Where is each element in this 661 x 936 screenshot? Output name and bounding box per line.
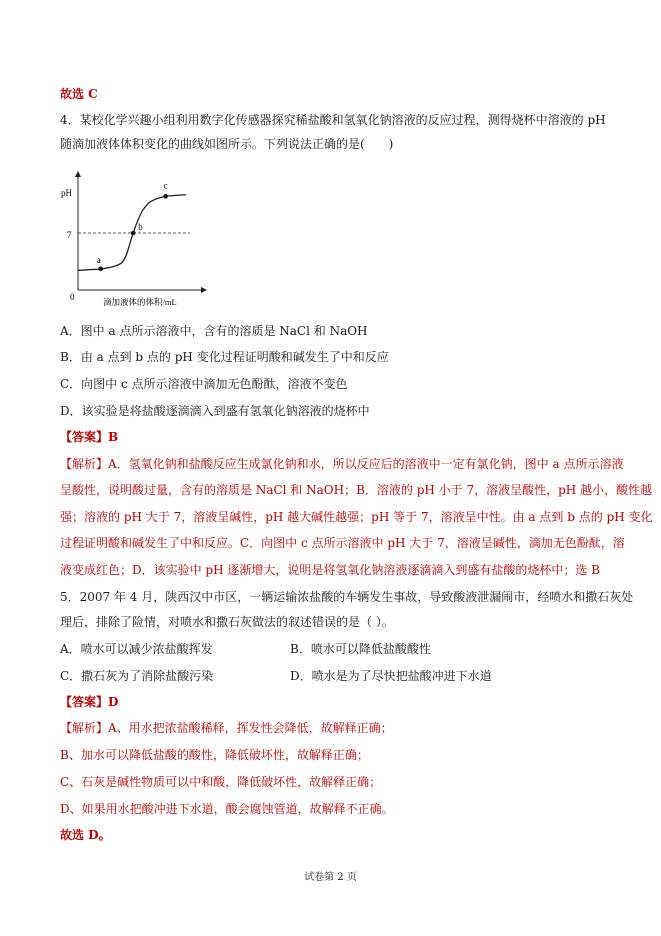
q4-analysis-line2: 呈酸性，说明酸过量，含有的溶质是 NaCl 和 NaOH；B．溶液的 pH 小于 7，溶液呈酸性，pH 越小，酸性越 (60, 483, 653, 497)
q4-stem-line1: 4．某校化学兴趣小组利用数字化传感器探究稀盐酸和氢氧化钠溶液的反应过程，测得烧杯中溶液的 pH (60, 113, 606, 127)
point-c-marker (163, 194, 168, 199)
q5-stem-line2: 理后，排除了险情，对喷水和撒石灰做法的叙述错误的是（ ）。 (60, 615, 394, 629)
q4-stem-line2: 随滴加液体体积变化的曲线如图所示。下列说法正确的是( ) (60, 137, 394, 151)
ref-line-label: 7 (67, 230, 72, 240)
q5-analysis-line2: B、加水可以降低盐酸的酸性，降低破坏性，故解释正确； (60, 748, 369, 762)
q4-answer: 【答案】B (60, 430, 119, 444)
q5-option-b: B．喷水可以降低盐酸酸性 (290, 642, 431, 656)
previous-answer: 故选 C (60, 87, 98, 101)
q5-stem-line1: 5．2007 年 4 月，陕西汉中市区，一辆运输浓盐酸的车辆发生事故，导致酸液泄漏闹市，经喷水和撒石灰处 (60, 590, 634, 604)
q4-option-a: A．图中 a 点所示溶液中，含有的溶质是 NaCl 和 NaOH (60, 324, 368, 338)
x-axis-label: 滴加液体的体积/mL (103, 297, 177, 307)
q5-analysis-line3: C、石灰是碱性物质可以中和酸，降低破坏性，故解释正确； (60, 775, 382, 789)
q4-analysis-line1: 【解析】A．氢氧化钠和盐酸反应生成氯化钠和水，所以反应后的溶液中一定有氯化钠，图中 a 点所示溶液 (60, 457, 624, 471)
point-b-marker (131, 231, 136, 236)
q4-analysis-line3: 强；溶液的 pH 大于 7，溶液呈碱性，pH 越大碱性越强；pH 等于 7，溶液呈中性。由 a 点到 b 点的 pH 变化 (60, 510, 653, 524)
q4-analysis-line5: 液变成红色；D．该实验中 pH 逐渐增大，说明是将氢氧化钠溶液逐滴滴入到盛有盐酸的烧杯中；选 B (60, 563, 601, 577)
q4-option-d: D．该实验是将盐酸逐滴滴入到盛有氢氧化钠溶液的烧杯中 (60, 404, 370, 418)
page-footer: 试卷第 2 页 (304, 872, 357, 883)
origin-label: 0 (70, 292, 75, 302)
point-a-label: a (96, 254, 101, 265)
ph-chart (58, 168, 208, 310)
y-axis-label: pH (61, 188, 72, 198)
q5-analysis-line4: D、如果用水把酸冲进下水道，酸会腐蚀管道，故解释不正确。 (60, 802, 394, 816)
point-a-marker (99, 267, 104, 272)
q5-analysis-line1: 【解析】A、用水把浓盐酸稀释，挥发性会降低，故解释正确； (60, 721, 393, 735)
q5-conclusion: 故选 D。 (60, 828, 111, 842)
point-b-label: b (138, 222, 143, 232)
q4-option-b: B．由 a 点到 b 点的 pH 变化过程证明酸和碱发生了中和反应 (60, 350, 389, 364)
point-c-label: c (163, 180, 168, 191)
q5-answer: 【答案】D (60, 695, 119, 709)
q4-option-c: C．向图中 c 点所示溶液中滴加无色酚酞，溶液不变色 (60, 377, 348, 391)
q4-analysis-line4: 过程证明酸和碱发生了中和反应。C．向图中 c 点所示溶液中 pH 大于 7，溶液呈碱性，滴加无色酚酞，溶 (60, 536, 625, 550)
q5-option-c: C．撒石灰为了消除盐酸污染 (60, 669, 214, 683)
q5-option-d: D．喷水是为了尽快把盐酸冲进下水道 (290, 669, 492, 683)
q5-option-a: A．喷水可以减少浓盐酸挥发 (60, 642, 213, 656)
